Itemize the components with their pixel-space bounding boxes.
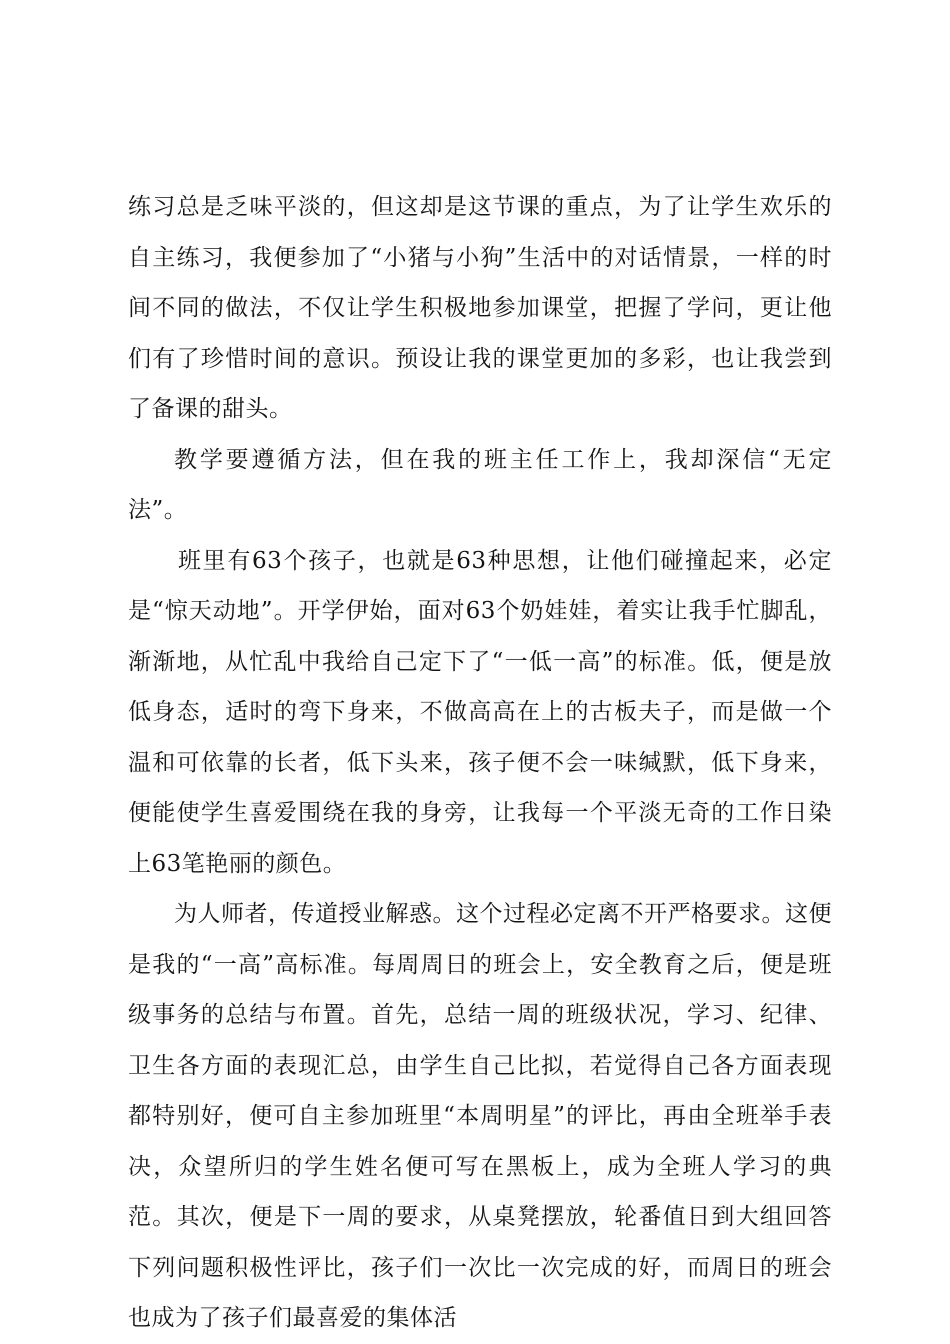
paragraph-3: 班里有63个孩子，也就是63种思想，让他们碰撞起来，必定是“惊天动地”。开学伊始，面对63个奶娃娃，着实让我手忙脚乱，渐渐地，从忙乱中我给自己定下了“一低一高”的标准。低，便是放低身态，适时的弯下身来，不做高高在上的古板夫子，而是做一个温和可依靠的长者，低下头来，孩子便不会一味缄默，低下身来，便能使学生喜爱围绕在我的身旁，让我每一个平淡无奇的工作日染上63笔艳丽的颜色。 <box>128 547 832 877</box>
document-body <box>128 182 832 1344</box>
paragraph-2: 教学要遵循方法，但在我的班主任工作上，我却深信“无定法”。 <box>128 446 832 523</box>
paragraph-4: 为人师者，传道授业解惑。这个过程必定离不开严格要求。这便是我的“一高”高标准。每周周日的班会上，安全教育之后，便是班级事务的总结与布置。首先，总结一周的班级状况，学习、纪律、卫生各方面的表现汇总，由学生自己比拟，若觉得自己各方面表现都特别好，便可自主参加班里“本周明星”的评比，再由全班举手表决，众望所归的学生姓名便可写在黑板上，成为全班人学习的典范。其次，便是下一周的要求，从桌凳摆放，轮番值日到大组回答下列问题积极性评比，孩子们一次比一次完成的好，而周日的班会也成为了孩子们最喜爱的集体活 <box>128 901 832 1331</box>
paragraph-1: 练习总是乏味平淡的，但这却是这节课的重点，为了让学生欢乐的自主练习，我便参加了“小猪与小狗”生活中的对话情景，一样的时间不同的做法，不仅让学生积极地参加课堂，把握了学问，更让他们有了珍惜时间的意识。预设让我的课堂更加的多彩，也让我尝到了备课的甜头。 <box>128 194 832 422</box>
